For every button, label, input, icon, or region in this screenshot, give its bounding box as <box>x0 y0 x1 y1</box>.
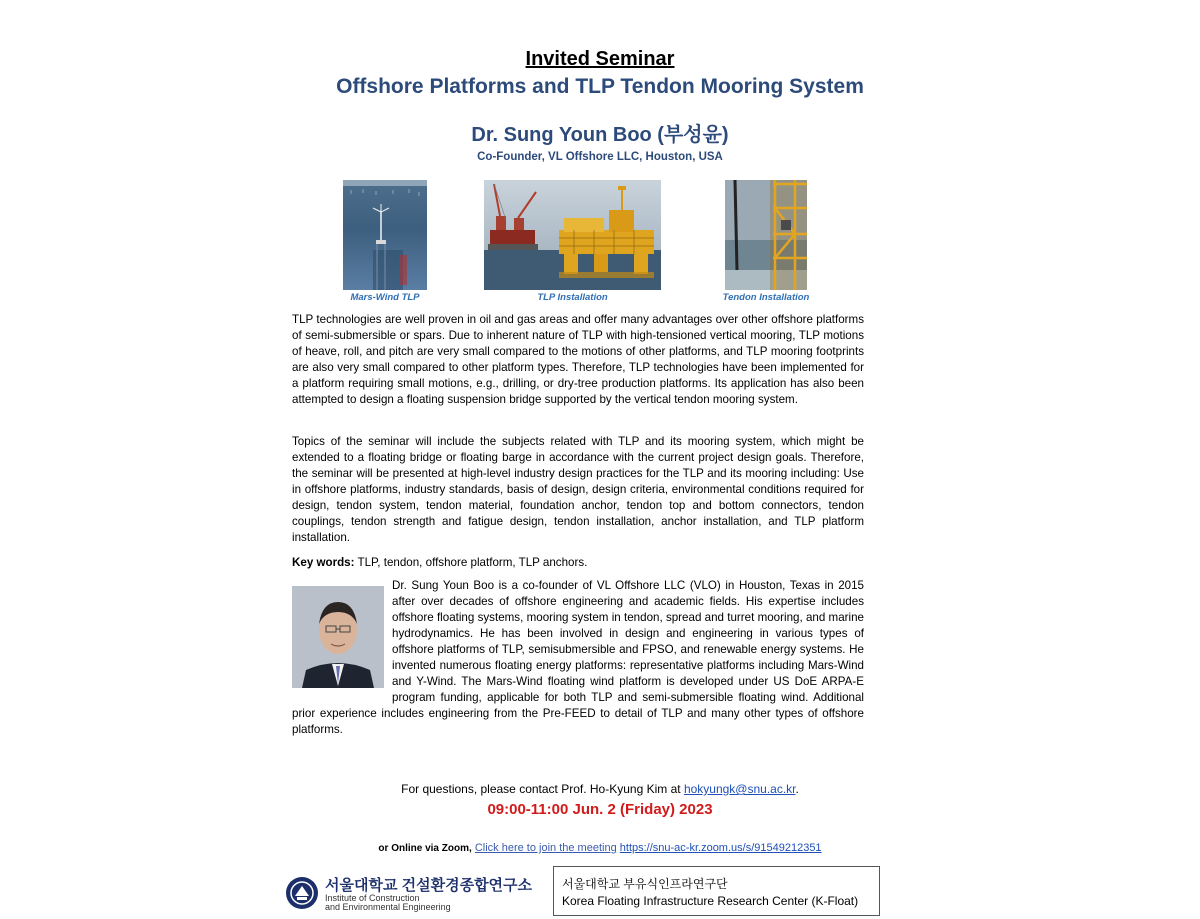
kfloat-english-name: Korea Floating Infrastructure Research Center (K-Float) <box>562 894 859 908</box>
photo-caption: TLP Installation <box>537 292 608 303</box>
snu-emblem-icon <box>285 876 319 910</box>
zoom-url-link[interactable]: https://snu-ac-kr.zoom.us/s/91549212351 <box>619 842 822 854</box>
join-meeting-link[interactable]: Click here to join the meeting <box>474 842 617 854</box>
institute-logo <box>285 874 545 914</box>
online-label: or Online via Zoom, <box>378 843 472 854</box>
abstract-paragraph-1: TLP technologies are well proven in oil and gas areas and offer many advantages over other offshore platforms of semi-submersible or spars. Due to inherent nature of TLP with high-tensioned vertical mooring, TLP motions of heave, roll, and pitch are very small compared to the motions of other platforms, and TLP mooring footprints are also very small compared to other platform types. Therefore, TLP technologies have been implemented for a platform requiring small motions, e.g., drilling, or dry-tree production platforms. Its application has also been attempted to design a floating suspension bridge supported by the vertical tendon mooring system. <box>292 313 864 406</box>
tendon-installation-photo <box>725 180 807 290</box>
keywords-line <box>292 555 864 571</box>
kfloat-korean-name: 서울대학교 부유식인프라연구단 <box>562 877 728 891</box>
seminar-heading: Invited Seminar <box>525 48 675 70</box>
institute-korean-name: 서울대학교 건설환경종합연구소 <box>325 877 533 894</box>
institute-english-name-2: and Environmental Engineering <box>325 902 451 912</box>
contact-prefix: For questions, please contact Prof. Ho-Kyung Kim at <box>401 782 684 796</box>
speaker-bio <box>292 578 864 738</box>
online-line <box>0 842 1200 854</box>
photo-caption: Mars-Wind TLP <box>350 292 420 303</box>
tlp-installation-photo <box>484 180 661 290</box>
contact-email-link[interactable]: hokyungk@snu.ac.kr <box>683 782 796 796</box>
contact-line <box>0 782 1200 796</box>
contact-suffix: . <box>795 782 799 796</box>
speaker-bio-text: Dr. Sung Youn Boo is a co-founder of VL Offshore LLC (VLO) in Houston, Texas in 2015 after over decades of offshore engineering and academic fields. His expertise includes offshore floating systems, mooring system in tendon, spread and turret mooring, and marine hydrodynamics. He has been involved in design and engineering in various types of offshore platforms of TLP, semisubmersible and FPSO, and renewable energy systems. He invented numerous floating energy platforms: representative platforms including Mars-Wind and Y-Wind. The Mars-Wind floating wind platform is developed under US DoE ARPA-E program funding, applicable for both TLP and semi-submersible floating wind. Additional prior experience includes engineering from the Pre-FEED to detail of TLP and many other types of offshore platforms. <box>292 579 864 736</box>
institute-english-name-1: Institute of Construction <box>325 893 420 903</box>
mars-wind-tlp-photo <box>343 180 427 290</box>
speaker-affiliation: Co-Founder, VL Offshore LLC, Houston, USA <box>477 151 723 163</box>
abstract-paragraph-2: Topics of the seminar will include the subjects related with TLP and its mooring system, which might be extended to a floating bridge or floating barge in accordance with the current project design goals. Therefore, the seminar will be presented at high-level industry design practices for the TLP and its mooring including: Use in offshore platforms, industry standards, basis of design, design criteria, environmental conditions required for design, tendon system, tendon material, foundation anchor, tendon top and bottom connectors, tendon couplings, tendon strength and fatigue design, tendon installation, anchor installation, and TLP platform installation. <box>292 435 864 544</box>
seminar-title: Offshore Platforms and TLP Tendon Mooring System <box>336 75 864 98</box>
seminar-datetime: 09:00-11:00 Jun. 2 (Friday) 2023 <box>487 801 713 818</box>
kfloat-logo-box <box>553 866 880 916</box>
keywords-label: Key words: <box>292 556 355 569</box>
keywords-text: TLP, tendon, offshore platform, TLP anchors. <box>354 556 588 569</box>
speaker-name: Dr. Sung Youn Boo (부성윤) <box>471 124 729 146</box>
photo-caption: Tendon Installation <box>722 292 810 303</box>
